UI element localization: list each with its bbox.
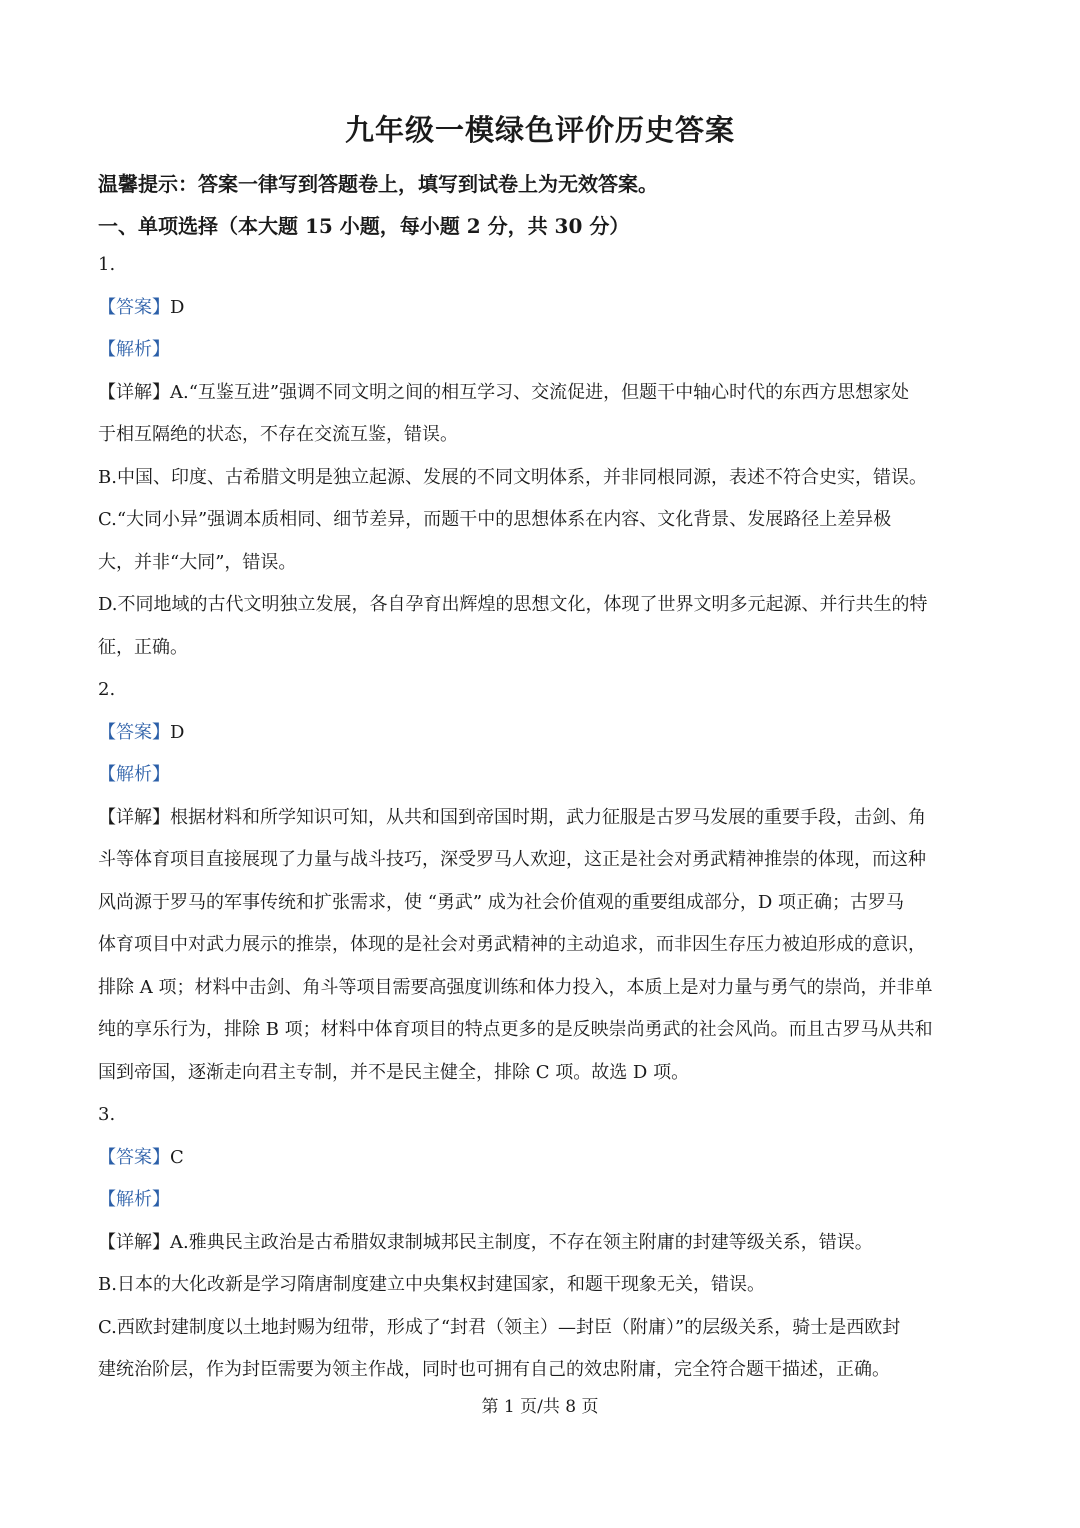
answer-line bbox=[98, 1143, 988, 1186]
detail-line: D.不同地域的古代文明独立发展，各自孕育出辉煌的思想文化，体现了世界文明多元起源、并行共生的特 bbox=[98, 594, 928, 615]
answer-value: D bbox=[170, 721, 185, 743]
warm-tip: 温馨提示：答案一律写到答题卷上，填写到试卷上为无效答案。 bbox=[98, 172, 658, 196]
answer-tag: 【答案】 bbox=[98, 1146, 170, 1168]
detail-line: 大，并非“大同”，错误。 bbox=[98, 551, 297, 573]
detail-line: 国到帝国，逐渐走向君主专制，并不是民主健全，排除 C 项。故选 D 项。 bbox=[98, 1061, 690, 1083]
detail-line bbox=[98, 378, 988, 421]
answer-line bbox=[98, 718, 988, 761]
detail-line: 风尚源于罗马的军事传统和扩张需求，使 “勇武” 成为社会价值观的重要组成部分，D 项正确；古罗马 bbox=[98, 891, 904, 913]
analysis-tag: 【解析】 bbox=[98, 1189, 170, 1210]
detail-line: 排除 A 项；材料中击剑、角斗等项目需要高强度训练和体力投入，本质上是对力量与勇气的崇尚，并非单 bbox=[98, 976, 933, 998]
answer-tag: 【答案】 bbox=[98, 296, 170, 318]
question-number: 2. bbox=[98, 679, 116, 700]
answer-value: D bbox=[170, 296, 185, 318]
section-heading: 一、单项选择（本大题 15 小题，每小题 2 分，共 30 分） bbox=[98, 214, 630, 238]
analysis-tag: 【解析】 bbox=[98, 764, 170, 785]
question-number: 3. bbox=[98, 1104, 116, 1125]
detail-text: A.雅典民主政治是古希腊奴隶制城邦民主制度，不存在领主附庸的封建等级关系，错误。 bbox=[170, 1231, 873, 1253]
detail-line: 斗等体育项目直接展现了力量与战斗技巧，深受罗马人欢迎，这正是社会对勇武精神推崇的体现，而这种 bbox=[98, 849, 926, 870]
detail-text: 根据材料和所学知识可知，从共和国到帝国时期，武力征服是古罗马发展的重要手段，击剑、角 bbox=[170, 806, 926, 828]
page-footer: 第 1 页/共 8 页 bbox=[481, 1397, 599, 1417]
answer-tag: 【答案】 bbox=[98, 721, 170, 743]
detail-line: C.西欧封建制度以土地封赐为纽带，形成了“封君（领主）—封臣（附庸）”的层级关系，骑士是西欧封 bbox=[98, 1316, 901, 1338]
analysis-line bbox=[98, 1185, 988, 1228]
analysis-line bbox=[98, 760, 988, 803]
detail-line: B.日本的大化改新是学习隋唐制度建立中央集权封建国家，和题干现象无关，错误。 bbox=[98, 1274, 765, 1295]
detail-line: 征，正确。 bbox=[98, 636, 188, 658]
answer-content bbox=[98, 250, 988, 1398]
detail-line: 纯的享乐行为，排除 B 项；材料中体育项目的特点更多的是反映崇尚勇武的社会风尚。而且古罗马从共和 bbox=[98, 1019, 933, 1040]
detail-line: 于相互隔绝的状态，不存在交流互鉴，错误。 bbox=[98, 424, 458, 445]
page-title: 九年级一模绿色评价历史答案 bbox=[344, 113, 735, 147]
detail-line: 体育项目中对武力展示的推崇，体现的是社会对勇武精神的主动追求，而非因生存压力被迫形成的意识， bbox=[98, 934, 926, 955]
answer-line bbox=[98, 293, 988, 336]
analysis-tag: 【解析】 bbox=[98, 339, 170, 360]
detail-line: C.“大同小异”强调本质相同、细节差异，而题干中的思想体系在内容、文化背景、发展路径上差异极 bbox=[98, 509, 892, 530]
answer-value: C bbox=[170, 1146, 184, 1168]
detail-tag: 【详解】 bbox=[98, 806, 170, 828]
analysis-line bbox=[98, 335, 988, 378]
detail-line: 建统治阶层，作为封臣需要为领主作战，同时也可拥有自己的效忠附庸，完全符合题干描述，正确。 bbox=[98, 1359, 890, 1380]
detail-tag: 【详解】 bbox=[98, 381, 170, 403]
question-number: 1. bbox=[98, 254, 116, 275]
detail-tag: 【详解】 bbox=[98, 1231, 170, 1253]
detail-text: A.“互鉴互进”强调不同文明之间的相互学习、交流促进，但题干中轴心时代的东西方思想家处 bbox=[170, 381, 910, 403]
detail-line bbox=[98, 803, 988, 846]
detail-line: B.中国、印度、古希腊文明是独立起源、发展的不同文明体系，并非同根同源，表述不符合史实，错误。 bbox=[98, 466, 927, 488]
detail-line bbox=[98, 1228, 988, 1271]
